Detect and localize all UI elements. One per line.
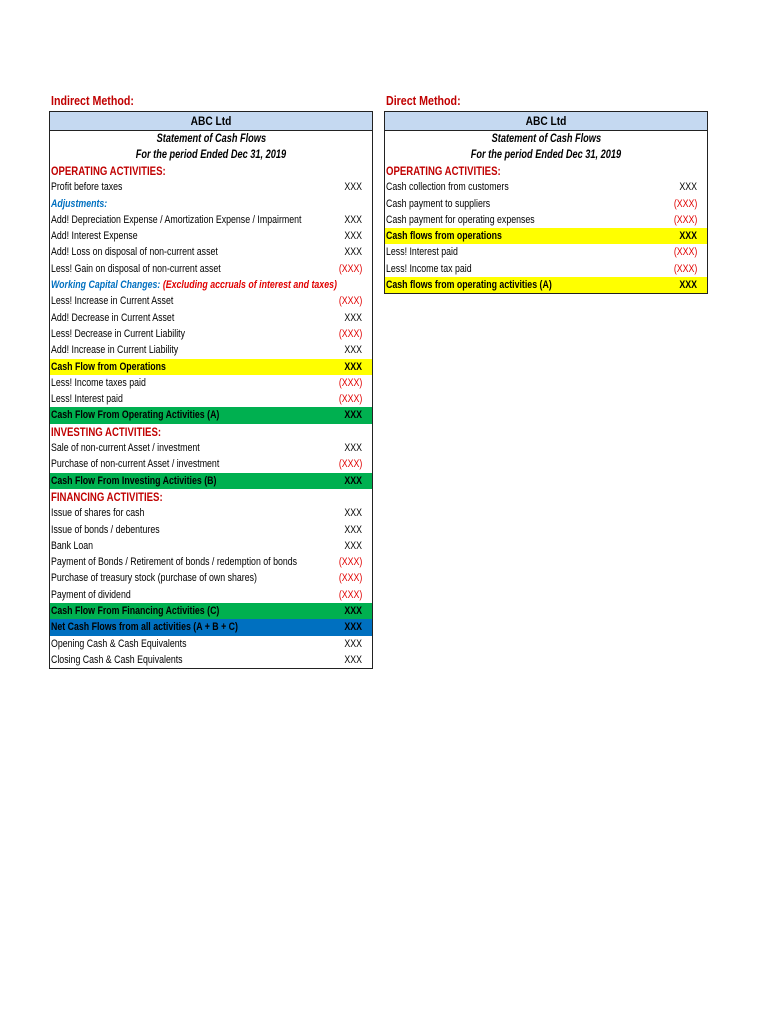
row-label: Add! Interest Expense bbox=[51, 230, 138, 243]
row-label: Purchase of non-current Asset / investment bbox=[51, 458, 220, 471]
row-value: (XXX) bbox=[673, 213, 697, 226]
statement-title: Statement of Cash Flows bbox=[156, 133, 266, 145]
subtotal-row bbox=[50, 359, 372, 375]
statement-row bbox=[50, 554, 372, 570]
company-name: ABC Ltd bbox=[50, 112, 372, 131]
row-label: Bank Loan bbox=[51, 539, 94, 552]
direct-method-heading: Direct Method: bbox=[386, 93, 461, 108]
row-value: XXX bbox=[344, 442, 362, 455]
row-label: OPERATING ACTIVITIES: bbox=[386, 164, 501, 178]
subsection-header bbox=[50, 196, 372, 212]
row-label: Cash flows from operations bbox=[386, 230, 502, 243]
section-header bbox=[50, 424, 372, 440]
section-header bbox=[50, 163, 372, 179]
row-label: Add! Increase in Current Liability bbox=[51, 344, 179, 357]
row-label: Less! Income taxes paid bbox=[51, 376, 146, 389]
row-label: Cash flows from operating activities (A) bbox=[386, 279, 552, 292]
statement-row bbox=[385, 196, 707, 212]
row-value: (XXX) bbox=[673, 246, 697, 259]
row-label: Cash Flow from Operations bbox=[51, 360, 166, 373]
row-label: Cash Flow From Investing Activities (B) bbox=[51, 474, 217, 487]
section-header bbox=[385, 163, 707, 179]
row-label: Add! Loss on disposal of non-current asset bbox=[51, 246, 218, 259]
subsection-header bbox=[50, 277, 372, 293]
statement-row bbox=[50, 293, 372, 309]
row-label: Payment of dividend bbox=[51, 588, 131, 601]
row-value: XXX bbox=[344, 637, 362, 650]
row-label: Cash payment for operating expenses bbox=[386, 213, 535, 226]
row-label: INVESTING ACTIVITIES: bbox=[51, 424, 162, 439]
row-value: (XXX) bbox=[338, 376, 362, 389]
row-label: Less! Income tax paid bbox=[386, 262, 472, 275]
subtotal-row bbox=[385, 277, 707, 293]
row-value: XXX bbox=[344, 474, 362, 487]
row-label: Less! Interest paid bbox=[386, 246, 458, 259]
row-value: (XXX) bbox=[338, 556, 362, 569]
row-label: FINANCING ACTIVITIES: bbox=[51, 489, 163, 504]
statement-row bbox=[50, 522, 372, 538]
statement-row bbox=[50, 652, 372, 668]
row-value: (XXX) bbox=[338, 393, 362, 406]
row-label: Less! Interest paid bbox=[51, 393, 123, 406]
statement-row bbox=[50, 179, 372, 195]
row-value: XXX bbox=[344, 507, 362, 520]
net-total-row bbox=[50, 619, 372, 635]
row-value: XXX bbox=[344, 409, 362, 422]
statement-row bbox=[50, 456, 372, 472]
row-value: XXX bbox=[344, 246, 362, 259]
indirect-statement-table bbox=[49, 111, 373, 669]
row-value: XXX bbox=[344, 230, 362, 243]
statement-row bbox=[50, 326, 372, 342]
row-label: Issue of bonds / debentures bbox=[51, 523, 160, 536]
statement-row bbox=[50, 505, 372, 521]
row-value: XXX bbox=[344, 360, 362, 373]
row-value: (XXX) bbox=[338, 458, 362, 471]
row-label: Cash collection from customers bbox=[386, 181, 509, 194]
statement-row bbox=[50, 587, 372, 603]
row-value: XXX bbox=[344, 523, 362, 536]
statement-row bbox=[50, 228, 372, 244]
row-value: (XXX) bbox=[673, 262, 697, 275]
row-value: XXX bbox=[344, 213, 362, 226]
statement-row bbox=[385, 244, 707, 260]
statement-row bbox=[50, 342, 372, 358]
row-label: Closing Cash & Cash Equivalents bbox=[51, 653, 183, 666]
row-label: Less! Decrease in Current Liability bbox=[51, 327, 186, 340]
row-label: Sale of non-current Asset / investment bbox=[51, 442, 200, 455]
statement-title: Statement of Cash Flows bbox=[491, 133, 601, 145]
row-value: XXX bbox=[344, 653, 362, 666]
row-value: (XXX) bbox=[673, 197, 697, 210]
statement-row bbox=[385, 179, 707, 195]
row-label: Opening Cash & Cash Equivalents bbox=[51, 637, 187, 650]
row-label: Issue of shares for cash bbox=[51, 507, 145, 520]
row-value: XXX bbox=[344, 605, 362, 618]
row-value: XXX bbox=[344, 539, 362, 552]
statement-row bbox=[50, 261, 372, 277]
row-label: Less! Gain on disposal of non-current asset bbox=[51, 262, 221, 275]
row-label: Cash payment to suppliers bbox=[386, 197, 491, 210]
row-value: XXX bbox=[344, 181, 362, 194]
statement-period: For the period Ended Dec 31, 2019 bbox=[135, 149, 287, 161]
statement-row bbox=[385, 212, 707, 228]
statement-row bbox=[50, 310, 372, 326]
company-name: ABC Ltd bbox=[385, 112, 707, 131]
statement-row bbox=[50, 570, 372, 586]
row-value: (XXX) bbox=[338, 327, 362, 340]
section-header bbox=[50, 489, 372, 505]
row-label: Payment of Bonds / Retirement of bonds / redemption of bonds bbox=[51, 556, 298, 569]
indirect-method-heading: Indirect Method: bbox=[51, 93, 134, 108]
row-label: Less! Increase in Current Asset bbox=[51, 295, 174, 308]
row-value: (XXX) bbox=[338, 572, 362, 585]
statement-row bbox=[50, 375, 372, 391]
statement-period: For the period Ended Dec 31, 2019 bbox=[470, 149, 622, 161]
row-label: Purchase of treasury stock (purchase of own shares) bbox=[51, 572, 257, 585]
subtotal-row bbox=[385, 228, 707, 244]
row-label-note: (Excluding accruals of interest and taxes) bbox=[162, 279, 337, 292]
row-value: XXX bbox=[679, 181, 697, 194]
total-row bbox=[50, 407, 372, 423]
row-value: (XXX) bbox=[338, 588, 362, 601]
statement-row bbox=[50, 636, 372, 652]
row-label: Adjustments: bbox=[51, 197, 108, 210]
row-value: XXX bbox=[344, 621, 362, 634]
row-value: (XXX) bbox=[338, 295, 362, 308]
row-value: (XXX) bbox=[338, 262, 362, 275]
row-value: XXX bbox=[679, 279, 697, 292]
total-row bbox=[50, 473, 372, 489]
row-label: Net Cash Flows from all activities (A + B + C) bbox=[51, 621, 238, 634]
row-value: XXX bbox=[679, 230, 697, 243]
row-label bbox=[51, 277, 337, 293]
row-label: Profit before taxes bbox=[51, 181, 123, 194]
row-label: OPERATING ACTIVITIES: bbox=[51, 164, 166, 178]
row-label: Cash Flow From Financing Activities (C) bbox=[51, 605, 220, 618]
statement-rows bbox=[385, 163, 707, 293]
statement-row bbox=[385, 261, 707, 277]
direct-statement-table bbox=[384, 111, 708, 294]
row-label-main: Working Capital Changes: bbox=[51, 279, 163, 292]
row-value: XXX bbox=[344, 311, 362, 324]
row-value: XXX bbox=[344, 344, 362, 357]
row-label: Add! Decrease in Current Asset bbox=[51, 311, 175, 324]
statement-rows bbox=[50, 163, 372, 668]
total-row bbox=[50, 603, 372, 619]
statement-row bbox=[50, 538, 372, 554]
row-label: Cash Flow From Operating Activities (A) bbox=[51, 409, 220, 422]
statement-row bbox=[50, 440, 372, 456]
row-label: Add! Depreciation Expense / Amortization Expense / Impairment bbox=[51, 213, 302, 226]
statement-row bbox=[50, 391, 372, 407]
statement-row bbox=[50, 244, 372, 260]
statement-row bbox=[50, 212, 372, 228]
